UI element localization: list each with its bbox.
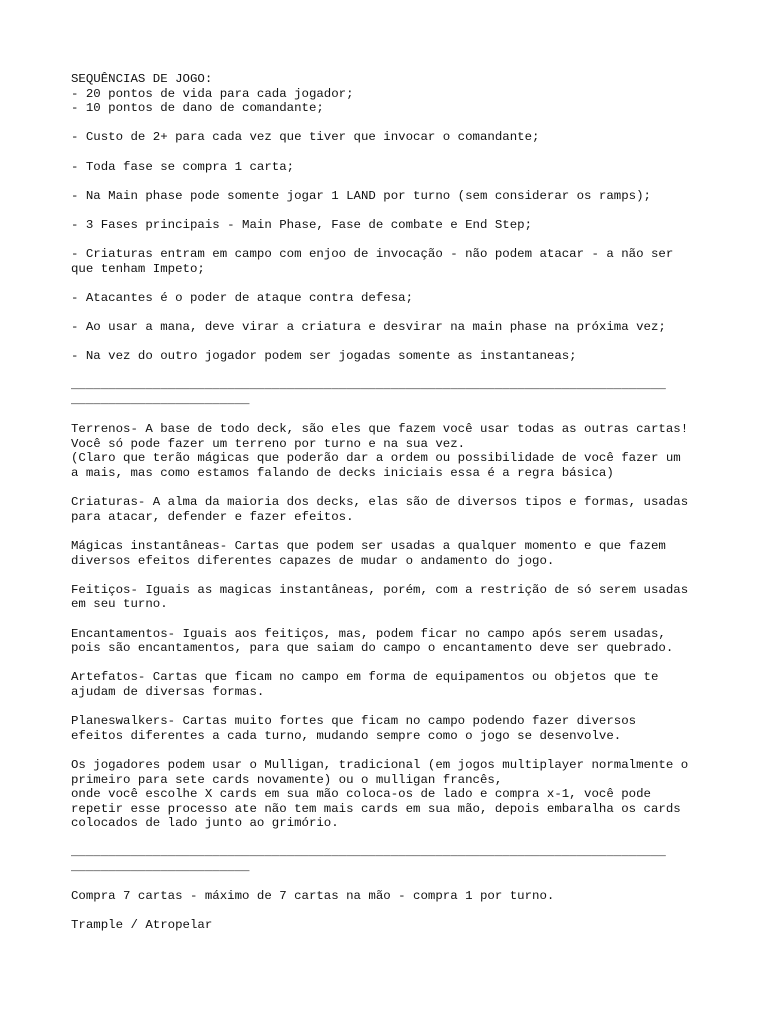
text-line bbox=[71, 524, 697, 539]
rule-line: - Na vez do outro jogador podem ser jogadas somente as instantaneas; bbox=[71, 349, 577, 364]
text-line: repetir esse processo ate não tem mais cards em sua mão, depois embaralha os cards bbox=[71, 801, 681, 816]
text-line: efeitos diferentes a cada turno, mudando sempre como o jogo se desenvolve. bbox=[71, 728, 622, 743]
separator bbox=[71, 378, 697, 407]
text-line: Terrenos- A base de todo deck, são eles que fazem você usar todas as outras cartas! bbox=[71, 422, 689, 437]
rule-line: que tenham Impeto; bbox=[71, 261, 205, 276]
document-page bbox=[71, 72, 697, 933]
rule-line bbox=[71, 306, 697, 321]
text-line: pois são encantamentos, para que saiam do campo o encantamento deve ser quebrado. bbox=[71, 641, 674, 656]
text-line: Mágicas instantâneas- Cartas que podem ser usadas a qualquer momento e que fazem bbox=[71, 539, 666, 553]
rule-line bbox=[71, 116, 697, 131]
separator-line: ________________________ bbox=[71, 393, 250, 408]
text-line: diversos efeitos diferentes capazes de mudar o andamento do jogo. bbox=[71, 553, 555, 568]
rule-line bbox=[71, 276, 697, 291]
rules-section bbox=[71, 72, 697, 364]
rule-line bbox=[71, 233, 697, 248]
text-line bbox=[71, 656, 697, 671]
text-line: primeiro para sete cards novamente) ou o mulligan francês, bbox=[71, 772, 503, 787]
separator-line: ________________________ bbox=[71, 860, 250, 875]
text-line: Criaturas- A alma da maioria dos decks, elas são de diversos tipos e formas, usadas bbox=[71, 495, 689, 510]
text-line: Artefatos- Cartas que ficam no campo em forma de equipamentos ou objetos que te bbox=[71, 670, 659, 685]
text-line: Planeswalkers- Cartas muito fortes que ficam no campo podendo fazer diversos bbox=[71, 714, 637, 729]
spacer bbox=[71, 364, 697, 379]
card-types-section bbox=[71, 422, 697, 831]
rule-line bbox=[71, 174, 697, 189]
spacer bbox=[71, 831, 697, 846]
text-line: (Claro que terão mágicas que poderão dar a ordem ou possibilidade de você fazer um bbox=[71, 451, 681, 466]
rule-line: - 3 Fases principais - Main Phase, Fase de combate e End Step; bbox=[71, 217, 533, 232]
text-line bbox=[71, 612, 697, 627]
rule-line bbox=[71, 145, 697, 160]
text-line: onde você escolhe X cards em sua mão coloca-os de lado e compra x-1, você pode bbox=[71, 787, 651, 802]
separator bbox=[71, 845, 697, 874]
rule-line: - Atacantes é o poder de ataque contra defesa; bbox=[71, 290, 414, 305]
text-line: Feitiços- Iguais as magicas instantâneas, porém, com a restrição de só serem usadas bbox=[71, 582, 689, 597]
rule-line: - Toda fase se compra 1 carta; bbox=[71, 159, 295, 174]
rules-heading: SEQUÊNCIAS DE JOGO: bbox=[71, 72, 213, 86]
text-line: Você só pode fazer um terreno por turno e na sua vez. bbox=[71, 436, 466, 451]
spacer bbox=[71, 875, 697, 890]
text-line bbox=[71, 568, 697, 583]
text-line: Encantamentos- Iguais aos feitiços, mas, podem ficar no campo após serem usadas, bbox=[71, 626, 666, 641]
text-line bbox=[71, 700, 697, 715]
footer-section bbox=[71, 889, 697, 933]
text-line: a mais, mas como estamos falando de decks iniciais essa é a regra básica) bbox=[71, 466, 614, 481]
text-line: para atacar, defender e fazer efeitos. bbox=[71, 509, 354, 524]
rule-line bbox=[71, 335, 697, 350]
trample-line: Trample / Atropelar bbox=[71, 918, 213, 933]
spacer bbox=[71, 904, 697, 919]
rule-line: - Na Main phase pode somente jogar 1 LAND por turno (sem considerar os ramps); bbox=[71, 188, 651, 203]
text-line: em seu turno. bbox=[71, 597, 168, 612]
separator-line: ________________________________________________________________________________ bbox=[71, 845, 666, 860]
draw-rule-line: Compra 7 cartas - máximo de 7 cartas na mão - compra 1 por turno. bbox=[71, 889, 555, 904]
text-line: Os jogadores podem usar o Mulligan, tradicional (em jogos multiplayer normalmente o bbox=[71, 757, 689, 772]
text-line bbox=[71, 481, 697, 496]
text-line: colocados de lado junto ao grimório. bbox=[71, 816, 339, 831]
text-line: ajudam de diversas formas. bbox=[71, 684, 265, 699]
rule-line: - 10 pontos de dano de comandante; bbox=[71, 101, 324, 116]
separator-line: ________________________________________________________________________________ bbox=[71, 378, 666, 393]
rule-line: - 20 pontos de vida para cada jogador; bbox=[71, 86, 354, 101]
spacer bbox=[71, 408, 697, 423]
rule-line: - Custo de 2+ para cada vez que tiver que invocar o comandante; bbox=[71, 130, 540, 145]
rule-line: - Ao usar a mana, deve virar a criatura e desvirar na main phase na próxima vez; bbox=[71, 320, 666, 335]
rule-line: - Criaturas entram em campo com enjoo de invocação - não podem atacar - a não ser bbox=[71, 247, 674, 262]
text-line bbox=[71, 743, 697, 758]
rule-line bbox=[71, 203, 697, 218]
